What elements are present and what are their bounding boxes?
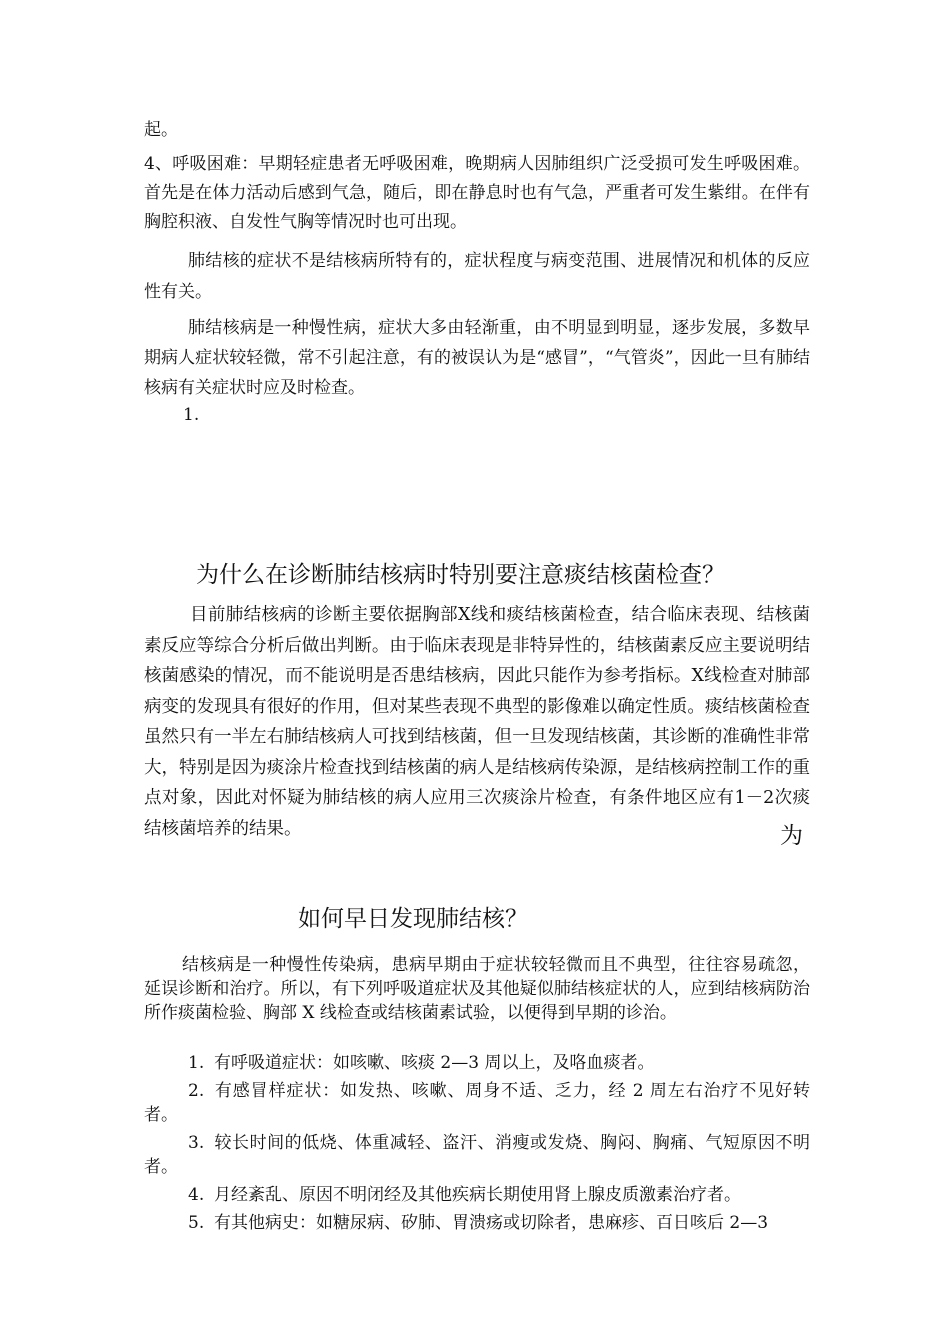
- paragraph-sputum-test: 目前肺结核病的诊断主要依据胸部X线和痰结核菌检查，结合临床表现、结核菌素反应等综合分析后做出判断。由于临床表现是非特异性的，结核菌素反应主要说明结核菌感染的情况，而不能说明是否患结核病，因此只能作为参考指标。X线检查对肺部病变的发现具有很好的作用，但对某些表现不典型的影像难以确定性质。痰结核菌检查虽然只有一半左右肺结核病人可找到结核菌，但一旦发现结核菌，其诊断的准确性非常大，特别是因为痰涂片检查找到结核菌的病人是结核病传染源，是结核病控制工作的重点对象，因此对怀疑为肺结核的病人应用三次痰涂片检查，有条件地区应有1－2次痰结核菌培养的结果。: [144, 605, 810, 839]
- paragraph-chronic-disease: 肺结核病是一种慢性病，症状大多由轻渐重，由不明显到明显，逐步发展，多数早期病人症状较轻微，常不引起注意，有的被误认为是“感冒”，“气管炎”，因此一旦有肺结核病有关症状时应及时检查。: [144, 318, 810, 398]
- paragraph-symptoms-not-specific: 肺结核的症状不是结核病所特有的，症状程度与病变范围、进展情况和机体的反应性有关。: [144, 251, 810, 302]
- list-item: [144, 1183, 810, 1207]
- list-item-number: 4.: [188, 1185, 205, 1205]
- paragraph-dyspnea: 4、呼吸困难：早期轻症患者无呼吸困难，晚期病人因肺组织广泛受损可发生呼吸困难。首先是在体力活动后感到气急，随后，即在静息时也有气急，严重者可发生紫绀。在伴有胸腔积液、自发性气胸等情况时也可出现。: [144, 154, 810, 232]
- list-item-text: 有其他病史：如糖尿病、矽肺、胃溃疡或切除者，患麻疹、百日咳后 2—3: [214, 1213, 769, 1233]
- list-number: 1.: [183, 405, 200, 425]
- symptom-list: [144, 1051, 810, 1239]
- list-item: [144, 1131, 810, 1179]
- section-heading-early-detection: 如何早日发现肺结核？: [298, 906, 528, 932]
- stray-character: 为: [780, 823, 803, 849]
- list-item: [144, 1211, 810, 1235]
- list-item-number: 1.: [188, 1053, 205, 1073]
- list-item: [144, 1051, 810, 1075]
- paragraph-continuation: 起。: [144, 120, 178, 140]
- list-item-text: 有呼吸道症状：如咳嗽、咳痰 2—3 周以上，及咯血痰者。: [214, 1053, 655, 1073]
- list-item-number: 3.: [188, 1133, 205, 1153]
- list-item-text: 有感冒样症状：如发热、咳嗽、周身不适、乏力，经 2 周左右治疗不见好转者。: [144, 1081, 810, 1125]
- list-item-number: 5.: [188, 1213, 205, 1233]
- list-item: [144, 1079, 810, 1127]
- list-item-text: 较长时间的低烧、体重减轻、盗汗、消瘦或发烧、胸闷、胸痛、气短原因不明者。: [144, 1133, 810, 1177]
- list-item-text: 月经紊乱、原因不明闭经及其他疾病长期使用肾上腺皮质激素治疗者。: [214, 1185, 741, 1205]
- list-item-number: 2.: [188, 1081, 205, 1101]
- paragraph-early-detection-intro: 结核病是一种慢性传染病，患病早期由于症状较轻微而且不典型，往往容易疏忽，延误诊断和治疗。所以，有下列呼吸道症状及其他疑似肺结核症状的人，应到结核病防治所作痰菌检验、胸部 X 线检查或结核菌素试验，以便得到早期的诊治。: [144, 955, 810, 1023]
- section-heading-sputum-test: 为什么在诊断肺结核病时特别要注意痰结核菌检查？: [196, 562, 725, 588]
